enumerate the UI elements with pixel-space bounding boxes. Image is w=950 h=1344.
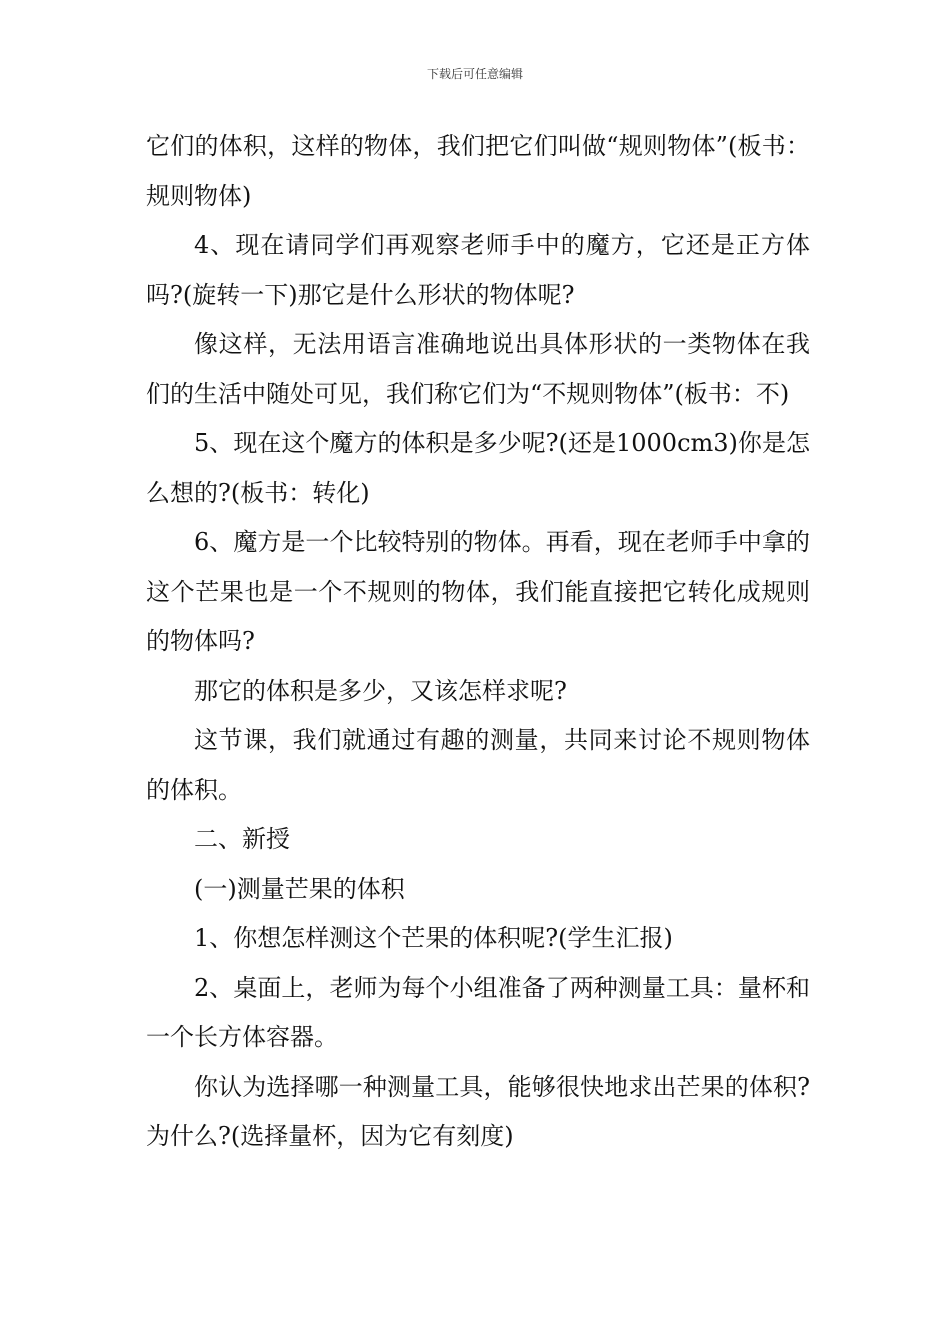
paragraph: 那它的体积是多少，又该怎样求呢?: [194, 676, 567, 705]
paragraph: 4、现在请同学们再观察老师手中的魔方，它还是正方体吗?(旋转一下)那它是什么形状的物体呢?: [146, 231, 810, 309]
paragraph: 1、你想怎样测这个芒果的体积呢?(学生汇报): [194, 924, 673, 952]
subsection-heading: (一)测量芒果的体积: [194, 874, 405, 903]
document-body: [146, 122, 810, 1162]
paragraph: 这节课，我们就通过有趣的测量，共同来讨论不规则物体的体积。: [146, 726, 810, 804]
paragraph: 你认为选择哪一种测量工具，能够很快地求出芒果的体积?为什么?(选择量杯，因为它有刻度): [146, 1072, 810, 1150]
paragraph: 5、现在这个魔方的体积是多少呢?(还是1000cm3)你是怎么想的?(板书：转化): [146, 429, 810, 507]
section-heading: 二、新授: [194, 825, 290, 853]
paragraph: 它们的体积，这样的物体，我们把它们叫做“规则物体”(板书：规则物体): [146, 132, 810, 210]
paragraph: 像这样，无法用语言准确地说出具体形状的一类物体在我们的生活中随处可见，我们称它们为“不规则物体”(板书：不): [146, 330, 810, 408]
page-header: 下载后可任意编辑: [426, 67, 523, 81]
paragraph: 6、魔方是一个比较特别的物体。再看，现在老师手中拿的这个芒果也是一个不规则的物体，我们能直接把它转化成规则的物体吗?: [146, 528, 810, 655]
paragraph: 2、桌面上，老师为每个小组准备了两种测量工具：量杯和一个长方体容器。: [146, 973, 810, 1051]
